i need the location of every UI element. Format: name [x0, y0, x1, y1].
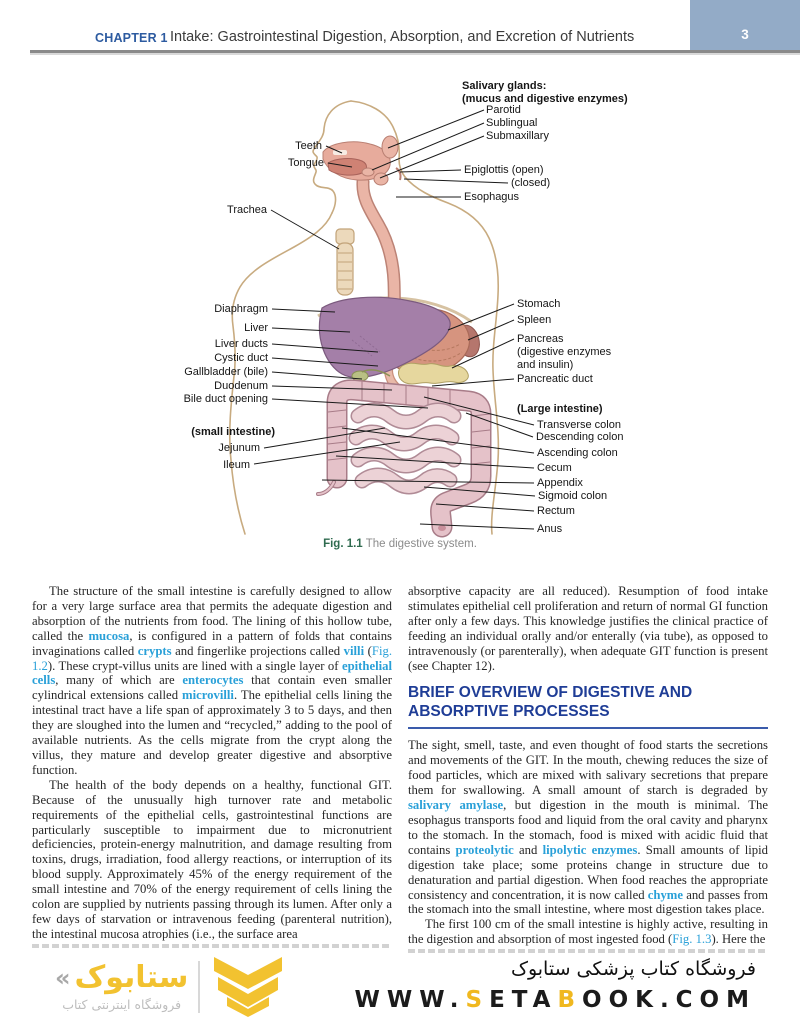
- chapter-title: Intake: Gastrointestinal Digestion, Absorption, and Excretion of Nutrients: [170, 29, 635, 45]
- large-intestine-shape: [318, 382, 490, 527]
- logo-wordmark-stack: [55, 959, 189, 1012]
- digestive-system-figure: [130, 76, 670, 542]
- label-appendix: Appendix: [537, 477, 583, 489]
- label-salivary-glands: Salivary glands:: [462, 80, 547, 92]
- clipped-text-line: [32, 944, 392, 948]
- label-ascending-colon: Ascending colon: [537, 447, 618, 459]
- label-liver-ducts: Liver ducts: [214, 338, 268, 350]
- logo-chevrons-icon: [210, 956, 286, 1018]
- footer-store-info: [355, 958, 757, 1013]
- label-pancreatic-duct: Pancreatic duct: [517, 373, 593, 385]
- logo-divider: [198, 961, 200, 1013]
- label-anus: Anus: [537, 523, 563, 535]
- website-mid: ETA: [489, 987, 558, 1013]
- website-url[interactable]: [355, 987, 757, 1013]
- left-column: [32, 584, 392, 953]
- page-number: 3: [741, 27, 749, 42]
- clipped-text-line: [408, 949, 768, 953]
- label-jejunum: Jejunum: [218, 442, 260, 454]
- small-intestine-shape: [356, 410, 454, 487]
- website-letter-s: S: [465, 987, 490, 1013]
- anus-shape: [438, 525, 446, 531]
- paragraph: The health of the body depends on a healthy, functional GIT. Because of the unusually high turnover rate and metabolic requirements of the epithelial cells, gastrointestinal functions are particularly susceptible to impairment due to micronutrient deficiencies, protein-energy malnutrition, and damage resulting from toxins, drugs, irradiation, food allergy reactions, or interruption of its blood supply. Approximately 45% of the energy requirement of the small intestine and 70% of the energy requirement of cells lining the colon are supplied by nutrients passing through its lumen. After only a few days of starvation or intravenous feeding (parenteral nutrition), the intestinal mucosa atrophies (i.e., the surface area: [32, 777, 392, 941]
- label-esophagus: Esophagus: [464, 191, 520, 203]
- figure-caption-text: The digestive system.: [365, 538, 477, 550]
- label-cystic-duct: Cystic duct: [214, 352, 268, 364]
- chapter-label: CHAPTER 1: [95, 31, 168, 45]
- label-pancreas-3: and insulin): [517, 359, 574, 371]
- figure-caption-label: Fig. 1.1: [323, 538, 363, 550]
- trachea-shape: [336, 229, 354, 295]
- paragraph: absorptive capacity are all reduced). Resumption of food intake stimulates epithelial cell proliferation and return of normal GI function after only a few days. This knowledge justifies the clinical practice of feeding an individual orally and/or enterally (via tube), as opposed to intravenously (or parenterally), when adequate GIT function is present (see Chapter 12).: [408, 584, 768, 673]
- paragraph: The structure of the small intestine is carefully designed to allow for a very large surface area that permits the adequate digestion and absorption of the nutrients from food. The lining of this hollow tube, called the mucosa, is configured in a pattern of folds that contains invaginations called crypts and fingerlike projections called villi (Fig. 1.2). These crypt-villus units are lined with a single layer of epithelial cells, many of which are enterocytes that contain even smaller cylindrical extensions called microvilli. The epithelial cells lining the intestinal tract have a life span of approximately 3 to 5 days, and then they are sloughed into the lumen and “recycled,” adding to the pool of available nutrients. As the cells migrate from the crypt along the villus, they mature and develop greater digestive and absorptive function.: [32, 584, 393, 777]
- label-epiglottis-closed: (closed): [511, 177, 551, 189]
- setabook-logo: [55, 956, 286, 1018]
- label-bile-duct-opening: Bile duct opening: [183, 393, 268, 405]
- header-rule: [30, 50, 800, 53]
- label-cecum: Cecum: [537, 462, 572, 474]
- label-pancreas: Pancreas: [517, 333, 564, 345]
- label-teeth: Teeth: [295, 140, 322, 152]
- label-stomach: Stomach: [517, 298, 561, 310]
- label-diaphragm: Diaphragm: [214, 303, 268, 315]
- label-descending-colon: Descending colon: [536, 431, 624, 443]
- label-salivary-sub: (mucus and digestive enzymes): [462, 93, 628, 105]
- paragraph: The first 100 cm of the small intestine is highly active, resulting in the digestion and absorption of most ingested food (Fig. 1.3). Here the: [408, 917, 768, 947]
- right-column: [408, 584, 768, 953]
- store-name-persian: فروشگاه کتاب پزشکی ستابوک: [510, 958, 756, 980]
- label-gallbladder: Gallbladder (bile): [184, 366, 268, 378]
- paragraph: The sight, smell, taste, and even thought of food starts the secretions and movements of the GIT. In the mouth, chewing reduces the size of food particles, which are mixed with salivary secretions that prepare them for swallowing. A small amount of starch is degraded by salivary amylase, but digestion in the mouth is minimal. The esophagus transports food and liquid from the oral cavity and pharynx to the stomach. In the stomach, food is mixed with acidic fluid that contains proteolytic and lipolytic enzymes. Small amounts of lipid digestion take place; some proteins change in structure due to denaturation and partial digestion. When food reaches the appropriate consistency and concentration, it is now called chyme and passes from the stomach into the small intestine, where most digestion takes place.: [408, 738, 768, 917]
- label-sigmoid-colon: Sigmoid colon: [538, 490, 608, 502]
- label-trachea: Trachea: [227, 204, 267, 216]
- pancreas-shape: [399, 363, 469, 384]
- label-submaxillary: Submaxillary: [486, 130, 549, 142]
- logo-tagline: فروشگاه اینترنتی کتاب: [62, 996, 182, 1012]
- page-number-badge: [690, 0, 800, 50]
- sublingual-gland: [362, 168, 374, 176]
- label-rectum: Rectum: [537, 505, 575, 517]
- label-tongue: Tongue: [287, 157, 324, 169]
- website-prefix: WWW.: [354, 987, 466, 1013]
- label-epiglottis-open: Epiglottis (open): [464, 164, 544, 176]
- figure-caption: [0, 538, 800, 550]
- mouth-region: [323, 136, 401, 185]
- article-columns: [32, 584, 768, 953]
- label-large-intestine: (Large intestine): [517, 403, 603, 415]
- label-duodenum: Duodenum: [214, 380, 268, 392]
- website-suffix: OOK.COM: [582, 987, 756, 1013]
- submaxillary-gland: [374, 173, 388, 185]
- label-small-intestine: (small intestine): [191, 426, 275, 438]
- website-letter-b: B: [557, 987, 583, 1013]
- section-heading: BRIEF OVERVIEW OF DIGESTIVE AND ABSORPTIVE PROCESSES: [408, 683, 768, 729]
- label-sublingual: Sublingual: [486, 117, 538, 129]
- label-transverse-colon: Transverse colon: [537, 419, 621, 431]
- label-liver: Liver: [244, 322, 268, 334]
- label-pancreas-2: (digestive enzymes: [517, 346, 612, 358]
- label-ileum: Ileum: [223, 459, 250, 471]
- logo-wordmark: ستابوک: [74, 959, 189, 995]
- logo-chevron-mark: «: [55, 963, 71, 992]
- label-spleen: Spleen: [517, 314, 552, 326]
- label-parotid: Parotid: [486, 104, 521, 116]
